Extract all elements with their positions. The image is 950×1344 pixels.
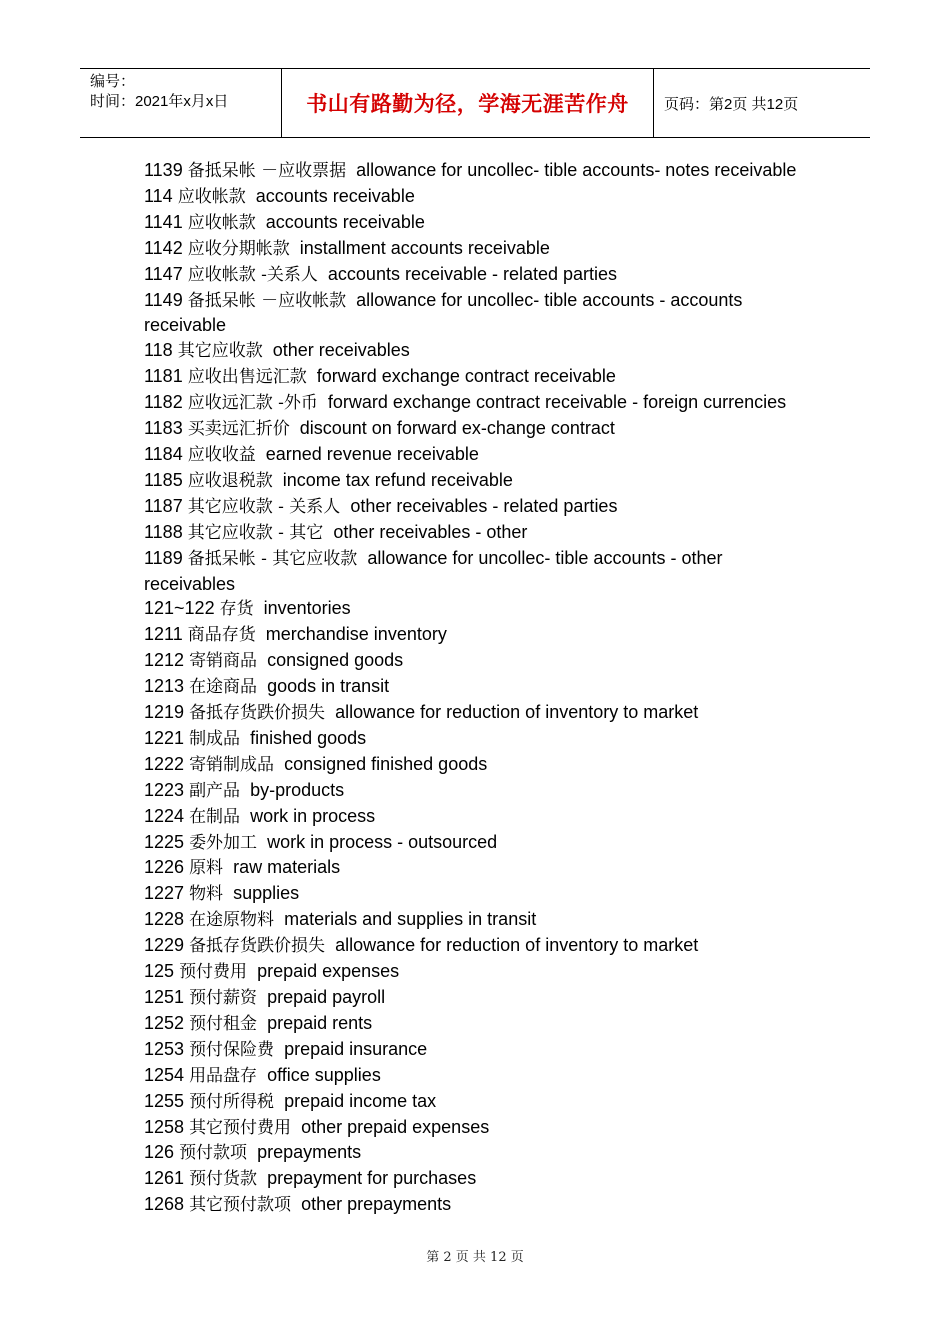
entry-code: 1181 xyxy=(144,366,183,387)
entry-english-term: accounts receivable xyxy=(265,211,425,232)
date-label: 时间：2021年x月x日 xyxy=(90,93,229,110)
entry-code: 1227 xyxy=(144,883,185,904)
entry-english-term: office supplies xyxy=(267,1064,381,1085)
entry-code: 1228 xyxy=(144,909,185,930)
entry-chinese-term: 预付所得税 xyxy=(189,1091,275,1112)
entry-chinese-term: 委外加工 xyxy=(189,832,258,853)
glossary-entry xyxy=(144,1166,804,1192)
entry-code: 121~122 xyxy=(144,598,215,619)
entry-code: 1184 xyxy=(144,443,183,464)
entry-english-term: inventories xyxy=(263,598,351,619)
entry-chinese-term: 买卖远汇折价 xyxy=(187,419,290,440)
glossary-entry xyxy=(144,1140,804,1166)
entry-english-term: allowance for reduction of inventory to market xyxy=(335,935,699,956)
entry-code: 1222 xyxy=(144,753,185,774)
entry-english-term: work in process - outsourced xyxy=(267,831,498,852)
entry-chinese-term: 其它预付款项 xyxy=(189,1195,292,1216)
entry-code: 1185 xyxy=(144,469,183,490)
glossary-list xyxy=(144,158,804,1218)
entry-chinese-term: 在途商品 xyxy=(189,677,258,698)
entry-code: 1188 xyxy=(144,521,183,542)
entry-code: 1187 xyxy=(144,495,183,516)
entry-code: 1221 xyxy=(144,727,185,748)
number-label: 编号： xyxy=(90,73,136,90)
entry-code: 1182 xyxy=(144,392,183,413)
entry-code: 1268 xyxy=(144,1194,185,1215)
glossary-entry xyxy=(144,778,804,804)
entry-chinese-term: 应收帐款 xyxy=(187,212,256,233)
glossary-entry xyxy=(144,1063,804,1089)
glossary-entry xyxy=(144,726,804,752)
glossary-entry xyxy=(144,494,804,520)
entry-english-term: allowance for uncollec- tible accounts- notes receivable xyxy=(356,160,797,180)
entry-chinese-term: 存货 xyxy=(219,599,254,620)
entry-english-term: forward exchange contract receivable xyxy=(316,366,616,387)
glossary-entry xyxy=(144,338,804,364)
entry-code: 1147 xyxy=(144,263,183,284)
entry-english-term: prepayments xyxy=(257,1142,362,1163)
entry-code: 1225 xyxy=(144,831,185,852)
entry-code: 1255 xyxy=(144,1090,185,1111)
entry-chinese-term: 预付保险费 xyxy=(189,1039,275,1060)
header-page-cell xyxy=(654,69,870,137)
glossary-entry xyxy=(144,855,804,881)
glossary-entry xyxy=(144,700,804,726)
glossary-entry xyxy=(144,364,804,390)
page-header xyxy=(80,68,870,138)
entry-code: 1229 xyxy=(144,935,185,956)
glossary-entry xyxy=(144,985,804,1011)
entry-chinese-term: 应收远汇款 -外币 xyxy=(187,393,318,414)
entry-code: 1183 xyxy=(144,418,183,439)
entry-chinese-term: 副产品 xyxy=(189,780,241,801)
glossary-entry xyxy=(144,416,804,442)
entry-chinese-term: 备抵存货跌价损失 xyxy=(189,703,326,724)
entry-english-term: accounts receivable - related parties xyxy=(327,263,618,284)
entry-chinese-term: 制成品 xyxy=(189,728,241,749)
entry-chinese-term: 用品盘存 xyxy=(189,1065,258,1086)
entry-english-term: accounts receivable xyxy=(255,185,415,206)
entry-english-term: earned revenue receivable xyxy=(265,443,479,464)
glossary-entry xyxy=(144,933,804,959)
entry-chinese-term: 寄销商品 xyxy=(189,651,258,672)
entry-code: 114 xyxy=(144,185,173,206)
entry-code: 1212 xyxy=(144,650,185,671)
entry-code: 126 xyxy=(144,1142,175,1163)
entry-english-term: income tax refund receivable xyxy=(282,469,513,490)
glossary-entry xyxy=(144,907,804,933)
glossary-entry xyxy=(144,1089,804,1115)
entry-english-term: raw materials xyxy=(233,857,341,878)
entry-chinese-term: 其它应收款 xyxy=(177,341,263,362)
entry-code: 1258 xyxy=(144,1116,185,1137)
entry-chinese-term: 预付货款 xyxy=(189,1169,258,1190)
header-motto-cell xyxy=(282,69,654,137)
entry-chinese-term: 在制品 xyxy=(189,806,241,827)
glossary-entry xyxy=(144,596,804,622)
glossary-entry xyxy=(144,262,804,288)
entry-english-term: discount on forward ex-change contract xyxy=(299,418,615,439)
entry-english-term: allowance for uncollec- tible accounts - accounts receivable xyxy=(144,289,743,336)
glossary-entry xyxy=(144,1192,804,1218)
entry-english-term: other prepayments xyxy=(301,1194,452,1215)
glossary-entry xyxy=(144,390,804,416)
entry-english-term: by-products xyxy=(250,779,345,800)
entry-code: 1189 xyxy=(144,547,183,568)
entry-chinese-term: 商品存货 xyxy=(187,625,256,646)
page-info: 页码：第2页 共12页 xyxy=(664,95,799,113)
entry-code: 1142 xyxy=(144,237,183,258)
entry-chinese-term: 应收收益 xyxy=(187,444,256,465)
entry-english-term: other receivables xyxy=(272,340,410,361)
entry-english-term: prepaid income tax xyxy=(284,1090,437,1111)
glossary-entry xyxy=(144,881,804,907)
entry-code: 1251 xyxy=(144,987,185,1007)
glossary-entry xyxy=(144,210,804,236)
entry-chinese-term: 备抵呆帐 －应收票据 xyxy=(187,161,347,181)
glossary-entry xyxy=(144,288,804,339)
entry-english-term: other prepaid expenses xyxy=(301,1116,490,1137)
entry-code: 1253 xyxy=(144,1038,185,1059)
entry-english-term: installment accounts receivable xyxy=(299,237,550,258)
entry-english-term: prepaid payroll xyxy=(267,987,386,1007)
entry-english-term: supplies xyxy=(233,883,300,904)
entry-english-term: other receivables - other xyxy=(333,521,528,542)
entry-code: 1252 xyxy=(144,1012,185,1033)
entry-code: 1213 xyxy=(144,676,185,697)
header-meta xyxy=(80,69,282,137)
glossary-entry xyxy=(144,520,804,546)
entry-code: 125 xyxy=(144,961,175,982)
entry-code: 1224 xyxy=(144,805,185,826)
entry-english-term: goods in transit xyxy=(267,676,390,697)
entry-english-term: prepaid insurance xyxy=(284,1038,428,1059)
glossary-entry xyxy=(144,622,804,648)
entry-chinese-term: 其它应收款 - 其它 xyxy=(187,522,324,543)
glossary-entry xyxy=(144,546,804,597)
glossary-entry xyxy=(144,804,804,830)
entry-english-term: forward exchange contract receivable - foreign currencies xyxy=(327,392,787,413)
entry-english-term: allowance for reduction of inventory to market xyxy=(335,702,699,723)
entry-chinese-term: 预付薪资 xyxy=(189,988,258,1008)
entry-chinese-term: 预付租金 xyxy=(189,1013,258,1034)
entry-english-term: prepaid expenses xyxy=(257,961,400,982)
entry-chinese-term: 应收帐款 xyxy=(177,186,246,207)
entry-code: 1261 xyxy=(144,1168,185,1189)
entry-english-term: materials and supplies in transit xyxy=(284,909,537,930)
entry-chinese-term: 备抵存货跌价损失 xyxy=(189,936,326,957)
glossary-entry xyxy=(144,236,804,262)
glossary-entry xyxy=(144,752,804,778)
entry-chinese-term: 备抵呆帐 －应收帐款 xyxy=(187,290,347,311)
entry-chinese-term: 预付费用 xyxy=(179,962,248,983)
entry-english-term: allowance for uncollec- tible accounts - other receivables xyxy=(144,547,723,594)
entry-chinese-term: 预付款项 xyxy=(179,1143,248,1164)
glossary-entry xyxy=(144,830,804,856)
entry-code: 1254 xyxy=(144,1064,185,1085)
glossary-entry xyxy=(144,674,804,700)
footer-page-number: 第 2 页 共 12 页 xyxy=(426,1250,524,1265)
entry-code: 1211 xyxy=(144,624,183,645)
entry-code: 1139 xyxy=(144,160,183,180)
entry-english-term: prepayment for purchases xyxy=(267,1168,477,1189)
entry-english-term: work in process xyxy=(250,805,376,826)
entry-code: 1226 xyxy=(144,857,185,878)
entry-chinese-term: 应收退税款 xyxy=(187,470,273,491)
entry-english-term: prepaid rents xyxy=(267,1012,373,1033)
entry-chinese-term: 在途原物料 xyxy=(189,910,275,931)
glossary-entry xyxy=(144,1037,804,1063)
entry-english-term: consigned finished goods xyxy=(284,753,488,774)
entry-chinese-term: 应收帐款 -关系人 xyxy=(187,264,318,285)
page-footer xyxy=(0,1246,950,1265)
glossary-entry xyxy=(144,184,804,210)
entry-chinese-term: 备抵呆帐 - 其它应收款 xyxy=(187,548,358,569)
entry-chinese-term: 其它预付费用 xyxy=(189,1117,292,1138)
entry-english-term: other receivables - related parties xyxy=(350,495,618,516)
entry-code: 1219 xyxy=(144,702,185,723)
entry-english-term: consigned goods xyxy=(267,650,404,671)
glossary-entry xyxy=(144,442,804,468)
glossary-entry xyxy=(144,1011,804,1037)
entry-chinese-term: 原料 xyxy=(189,858,224,879)
entry-chinese-term: 寄销制成品 xyxy=(189,754,275,775)
entry-english-term: finished goods xyxy=(250,727,367,748)
entry-code: 1141 xyxy=(144,211,183,232)
glossary-entry xyxy=(144,1115,804,1141)
entry-chinese-term: 应收出售远汇款 xyxy=(187,367,307,388)
entry-code: 118 xyxy=(144,340,173,361)
glossary-entry xyxy=(144,158,804,184)
entry-english-term: merchandise inventory xyxy=(265,624,447,645)
entry-chinese-term: 物料 xyxy=(189,884,224,905)
glossary-entry xyxy=(144,959,804,985)
entry-chinese-term: 其它应收款 - 关系人 xyxy=(187,496,341,517)
glossary-entry xyxy=(144,648,804,674)
glossary-entry xyxy=(144,468,804,494)
motto-text: 书山有路勤为径，学海无涯苦作舟 xyxy=(306,92,629,116)
entry-chinese-term: 应收分期帐款 xyxy=(187,238,290,259)
entry-code: 1223 xyxy=(144,779,185,800)
entry-code: 1149 xyxy=(144,289,183,310)
